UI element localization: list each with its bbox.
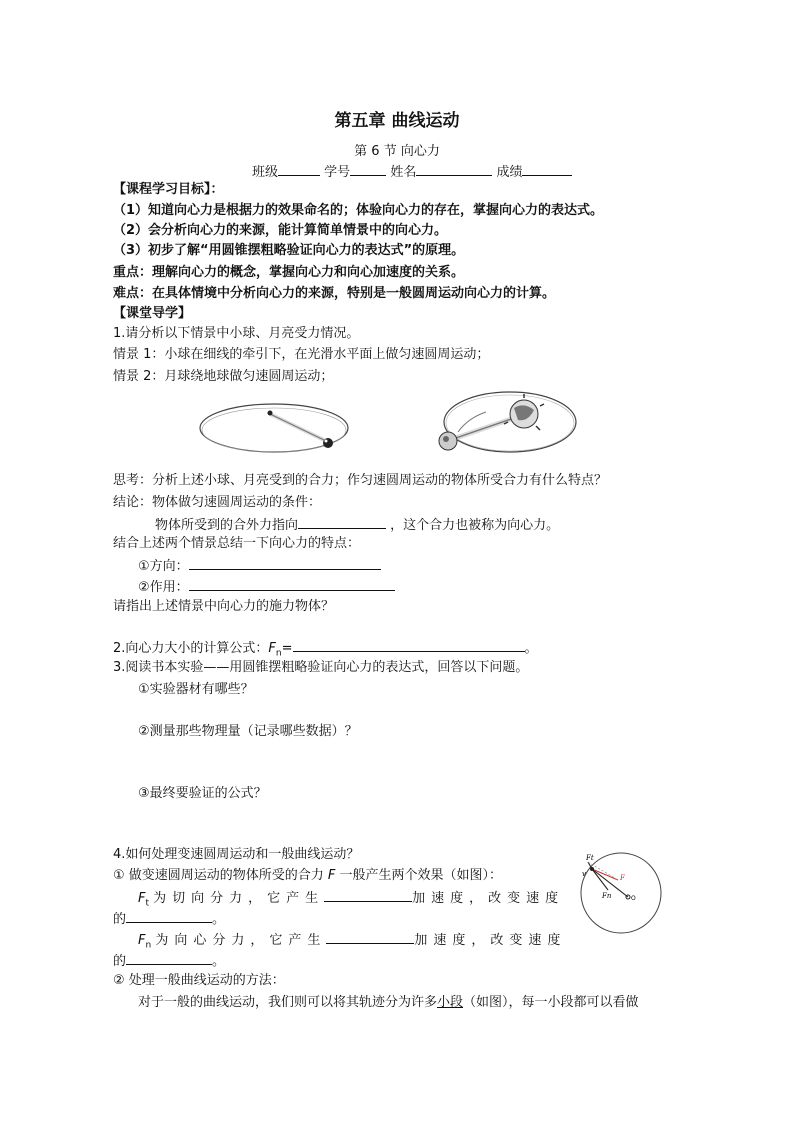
fn-text-b: 加速度，改变速度 xyxy=(414,933,567,948)
ft-sub: t xyxy=(145,898,150,909)
section-title: 第 6 节 向心力 xyxy=(354,144,440,159)
goals-heading: 【课程学习目标】： xyxy=(113,182,224,197)
q2-text: 2.向心力大小的计算公式： xyxy=(113,641,269,656)
effect-blank[interactable] xyxy=(189,577,395,591)
ft-de: 的 xyxy=(113,912,127,927)
think-text: 思考：分析上述小球、月亮受到的合力；作匀速圆周运动的物体所受合力有什么特点？ xyxy=(113,473,608,488)
question-4-1 xyxy=(113,867,502,885)
guide-heading: 【课堂导学】 xyxy=(113,306,192,321)
last-line xyxy=(138,994,639,1012)
q2-end: 。 xyxy=(524,641,538,656)
conclusion-text: 结论：物体做匀速圆周运动的条件： xyxy=(113,495,322,510)
scene-1: 情景 1：小球在细线的牵引下，在光滑水平面上做匀速圆周运动； xyxy=(113,347,490,362)
q4-1-var: F xyxy=(327,868,336,883)
question-3-1: ①实验器材有哪些？ xyxy=(138,682,254,697)
source-question: 请指出上述情景中向心力的施力物体？ xyxy=(113,599,335,614)
q2-sub: n xyxy=(275,648,282,659)
fn-blank-2[interactable] xyxy=(126,951,212,965)
ball-string-figure xyxy=(196,388,356,458)
fn-text-a: 为向心分力，它产生 xyxy=(155,933,327,948)
direction-label: ①方向： xyxy=(138,559,189,574)
v-figure-label: v xyxy=(582,870,586,878)
id-blank[interactable] xyxy=(350,162,386,176)
student-info-line xyxy=(252,161,572,180)
question-3-2: ②测量那些物理量（记录哪些数据）？ xyxy=(138,724,358,739)
class-blank[interactable] xyxy=(278,162,320,176)
class-label: 班级 xyxy=(252,165,279,180)
conclusion-line-b: ，这个合力也被称为向心力。 xyxy=(390,518,560,533)
last-text-a: 对于一般的曲线运动，我们则可以将其轨迹分为许多 xyxy=(138,995,438,1010)
chapter-title: 第五章 曲线运动 xyxy=(334,111,460,131)
q2-eq: = xyxy=(281,641,293,656)
ft-text-b: 加速度，改变速度 xyxy=(412,891,565,906)
ft-line-2 xyxy=(113,909,225,929)
ft-text-a: 为切向分力，它产生 xyxy=(153,891,325,906)
ft-period: 。 xyxy=(212,912,226,927)
formula-blank[interactable] xyxy=(293,638,525,652)
question-1: 1.请分析以下情景中小球、月亮受力情况。 xyxy=(113,326,360,341)
key-point: 重点：理解向心力的概念，掌握向心力和向心加速度的关系。 xyxy=(113,265,465,280)
score-blank[interactable] xyxy=(522,162,572,176)
ft-blank-2[interactable] xyxy=(126,909,212,923)
fn-de: 的 xyxy=(113,954,127,969)
fn-line-2 xyxy=(113,951,225,971)
fn-sub: n xyxy=(145,940,152,951)
goal-item-2: （2）会分析向心力的来源，能计算简单情景中的向心力。 xyxy=(113,223,448,238)
fn-var: F xyxy=(138,933,146,948)
direction-line xyxy=(138,556,381,576)
fn-figure-label: Fn xyxy=(602,892,612,900)
last-text-underline: 小段 xyxy=(437,995,464,1010)
ft-var: F xyxy=(138,891,146,906)
conclusion-blank[interactable] xyxy=(298,515,386,529)
fn-period: 。 xyxy=(212,954,226,969)
moon-earth-figure xyxy=(428,382,580,460)
question-4-2: ② 处理一般曲线运动的方法： xyxy=(113,973,285,988)
last-text-b: （如图），每一小段都可以看做 xyxy=(463,995,639,1010)
name-blank[interactable] xyxy=(416,162,492,176)
id-label: 学号 xyxy=(324,165,351,180)
question-4: 4.如何处理变速圆周运动和一般曲线运动？ xyxy=(113,847,360,862)
effect-label: ②作用： xyxy=(138,580,189,595)
q4-1-text-a: ① 做变速圆周运动的物体所受的合力 xyxy=(113,868,328,883)
ft-figure-label: Ft xyxy=(586,854,594,862)
score-label: 成绩 xyxy=(496,165,523,180)
f-figure-label: F xyxy=(620,874,625,882)
goal-item-3: （3）初步了解“用圆锥摆粗略验证向心力的表达式”的原理。 xyxy=(113,243,465,258)
name-label: 姓名 xyxy=(390,165,417,180)
summary-text: 结合上述两个情景总结一下向心力的特点： xyxy=(113,536,361,551)
conclusion-line-a: 物体所受到的合外力指向 xyxy=(155,518,299,533)
o-figure-label: O xyxy=(631,895,636,902)
q2-var: F xyxy=(268,641,276,656)
difficulty: 难点：在具体情境中分析向心力的来源，特别是一般圆周运动向心力的计算。 xyxy=(113,286,556,301)
fn-blank-1[interactable] xyxy=(326,930,414,944)
goal-item-1: （1）知道向心力是根据力的效果命名的；体验向心力的存在，掌握向心力的表达式。 xyxy=(113,203,604,218)
q4-1-text-b: 一般产生两个效果（如图）： xyxy=(335,868,503,883)
scene-2: 情景 2：月球绕地球做匀速圆周运动； xyxy=(113,369,334,384)
force-decomposition-figure xyxy=(578,850,664,936)
direction-blank[interactable] xyxy=(189,556,381,570)
question-3-3: ③最终要验证的公式？ xyxy=(138,786,267,801)
question-3: 3.阅读书本实验——用圆锥摆粗略验证向心力的表达式，回答以下问题。 xyxy=(113,660,529,675)
ft-blank-1[interactable] xyxy=(324,888,412,902)
effect-line xyxy=(138,577,395,597)
conclusion-line xyxy=(155,515,559,535)
